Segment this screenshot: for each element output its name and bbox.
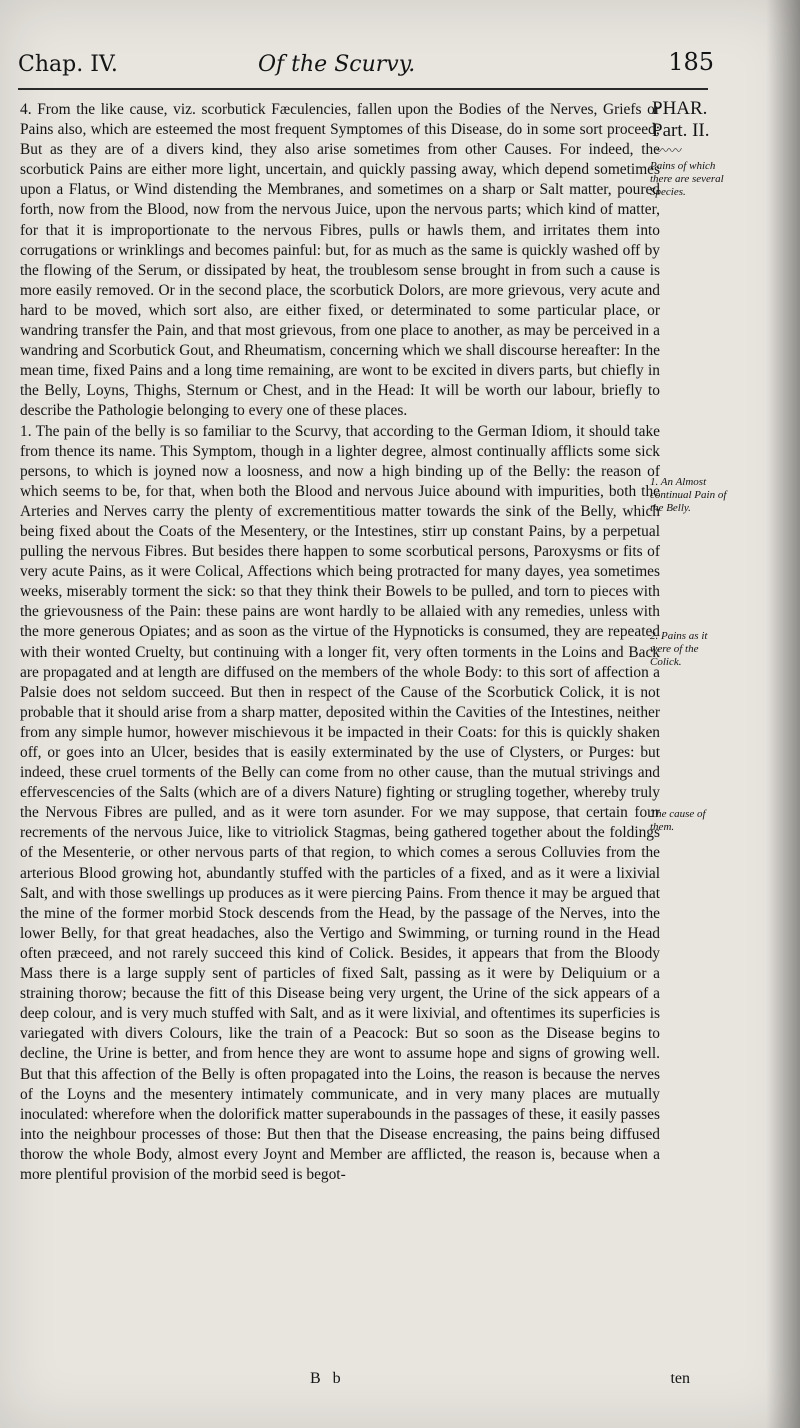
paragraph: 4. From the like cause, viz. scorbutick Fæculencies, fallen upon the Bodies of the Nerves, Griefs or Pains also, which are esteemed the most frequent Symptomes of this Disease, do in some sort proceed; But as they are of a divers kind, they also arise sometimes from other Causes. For indeed, the scorbutick Pains are either more light, uncertain, and quickly passing away, which depend sometimes upon a Flatus, or Wind distending the Membranes, and sometimes on a sharp or Salt matter, poured forth, now from the Blood, now from the nervous Juice, upon the nervous parts; which kind of matter, for that it is improportionate to the nervous Fibres, pulls or hawls them, and irritates them into corrugations or wrinklings and becomes painful: but, for as much as the same is quickly washed off by the flowing of the Serum, or dissipated by heat, the troublesom sense brought in from such a cause is more easily removed. Or in the second place, the scorbutick Dolors, are more grievous, very acute and hard to be moved, which sort also, are either fixed, or determinated to some particular place, or wandring transfer the Pain, and that most grievous, from one place to another, as may be perceived in a wandring and Scorbutick Gout, and Rheumatism, concerning which we shall discourse hereafter: In the mean time, fixed Pains and a long time remaining, are wont to be excited in divers parts, but chiefly in the Belly, Loyns, Thighs, Sternum or Chest, and in the Head: It will be worth our labour, briefly to describe the Pathologie belonging to every one of these places.	[20, 101, 660, 420]
running-title: Of the Scurvy.	[258, 52, 416, 77]
spine-shadow	[766, 0, 800, 1428]
margin-note: Pains of which there are several Species.	[650, 160, 724, 198]
running-header	[18, 48, 718, 92]
margin-note: 2. Pains as it were of the Colick.	[650, 630, 708, 668]
margin-section-head	[652, 98, 752, 142]
page-number: 185	[668, 48, 714, 76]
paragraph: 1. The pain of the belly is so familiar to the Scurvy, that according to the German Idiom, it should take from thence its name. This Symptom, though in a lighter degree, almost continually afflicts some sick persons, to which is joyned now a loosness, and now a high binding up of the Belly: the reason of which seems to be, for that, when both the Blood and nervous Juice abound with impurities, both the Arteries and Nerves carry the plenty of excrementitious matter towards the sink of the Belly, which being fixed about the Coats of the Mesentery, or the Intestines, stirr up constant Pains, by a perpetual pulling the nervous Fibres. But besides there happen to some scorbutical persons, Paroxysms or fits of very acute Pains, as it were Colical, Affections which being protracted for many dayes, yea sometimes weeks, miserably torment the sick: so that they think their Bowels to be pulled, and torn to pieces with the grievousness of the Pain: these pains are wont hardly to be allaied with any remedies, unless with the more generous Opiates; and as soon as the virtue of the Hypnoticks is consumed, they are repeated with their wonted Cruelty, but continuing with a longer fit, very often torments in the Loins and Back are propagated and at length are diffused on the members of the whole Body: to this sort of affection a Palsie does not seldom succeed. But then in respect of the Cause of the Scorbutick Colick, it is not probable that it should arise from a sharp matter, deposited within the Cavities of the Intestines, neither from any simple humor, however mischievous it be impacted in their Coats: for this is quickly shaken off, or goes into an Ulcer, besides that is easily exterminated by the use of Clysters, or Purges: but indeed, these cruel torments of the Belly can come from no other cause, than the mutual strivings and effervescencies of the Salts (which are of a divers Nature) fighting or strugling together, whereby truly the Nervous Fibres are pulled, and as it were torn asunder. For we may suppose, that certain four recrements of the nervous Juice, like to vitriolick Stagmas, being gathered together about the foldings of the Mesenterie, or other nervous parts of that region, to which comes a serous Colluvies from the arterious Blood growing hot, abundantly stuffed with the particles of a fixed, and as it were a lixivial Salt, and with those swellings up produces as it were piercing Pains. From thence it may be argued that the mine of the former morbid Stock descends from the Head, by the passage of the Nerves, into the lower Belly, for that great headaches, also the Vertigo and Swimming, or turning round in the Head often præceed, and not rarely succeed this kind of Colick. Besides, it appears that from the Bloody Mass there is a large supply sent of particles of fixed Salt, passing as it were by Deliquium or a straining thorow; because the fitt of this Disease being very urgent, the Urine of the sick appears of a deep colour, and is very much stuffed with Salt, and as it were lixivial, and oftentimes its superficies is variegated with divers Colours, like the train of a Peacock: But so soon as the Disease begins to decline, the Urine is better, and from hence they are wont to assume hope and signs of growing well. But that this affection of the Belly is often propagated into the Loins, the reason is because the nerves of the Loyns and the mesentery intimately communicate, and in very many places are mutually inoculated: wherefore when the dolorifick matter superabounds in the passages of these, it easily passes into the neighbour processes of those: But then that the Disease encreasing, the pains being diffused thorow the whole Body, almost every Joynt and Member are afflicted, the reason is, because when a more plentiful provision of the morbid seed is begot-	[20, 422, 660, 1183]
header-rule	[18, 88, 708, 90]
margin-head-line1: PHAR.	[652, 98, 708, 119]
catchword: ten	[670, 1370, 690, 1387]
page-footer	[20, 1370, 700, 1400]
margin-note: The cause of them.	[650, 808, 706, 833]
chapter-label: Chap. IV.	[18, 52, 118, 77]
flourish-ornament: 〰〰	[656, 144, 683, 159]
signature-mark: B b	[310, 1370, 345, 1387]
margin-note: 1. An Almost continual Pain of the Belly.	[650, 476, 727, 514]
margin-head-line2: Part. II.	[652, 120, 710, 141]
body-text	[20, 100, 660, 1185]
